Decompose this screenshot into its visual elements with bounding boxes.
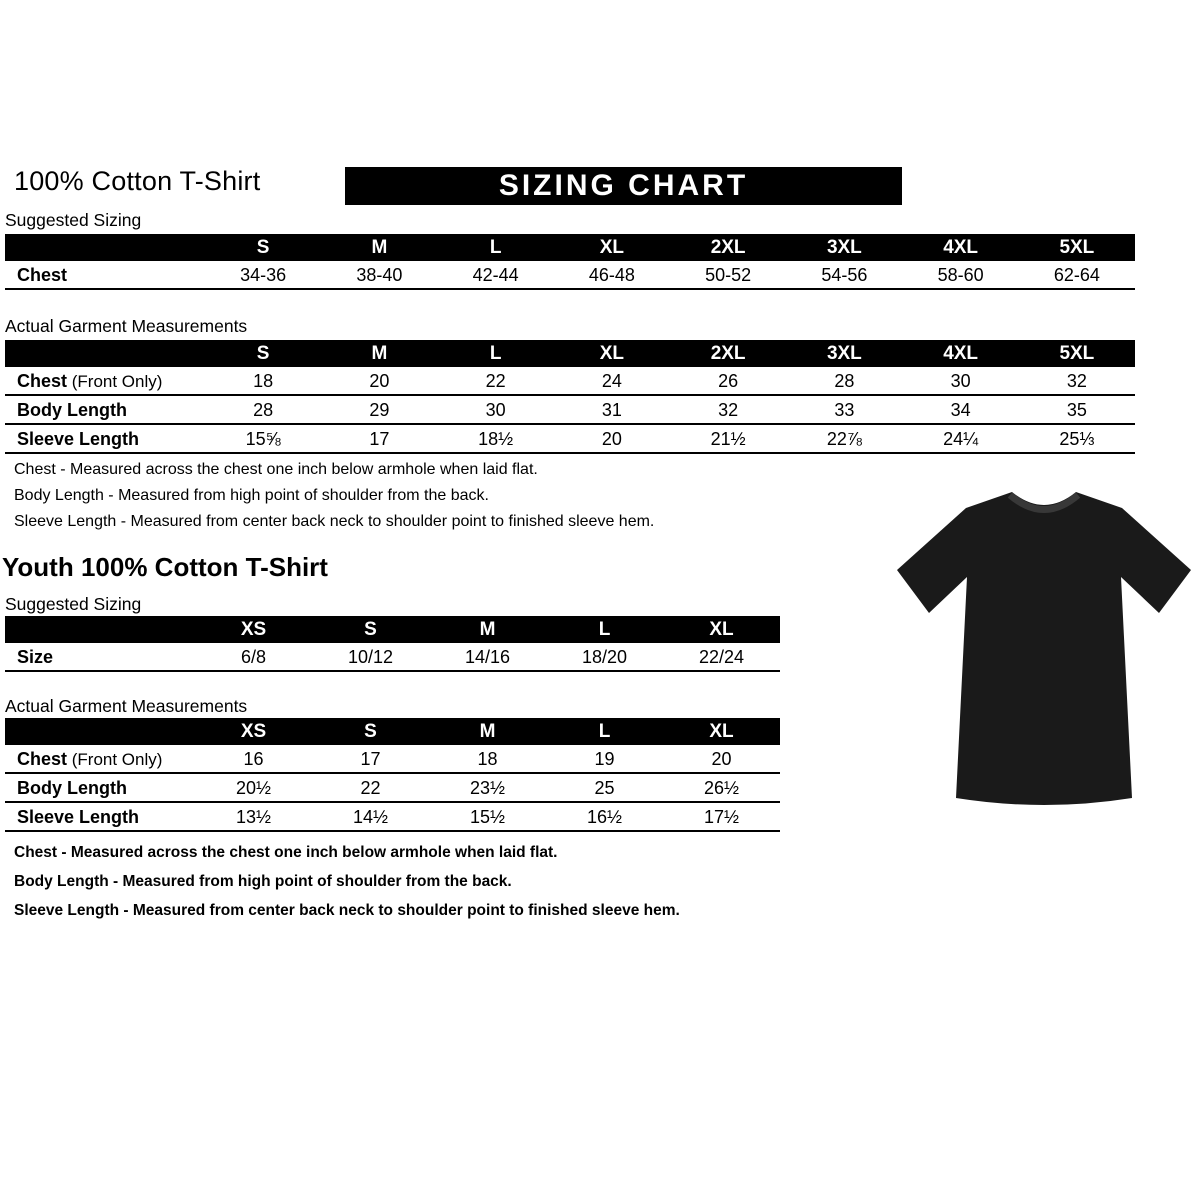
measurement-value-cell: 24¼ bbox=[903, 425, 1019, 454]
size-header-cell: L bbox=[438, 340, 554, 367]
measurement-value-cell: 18/20 bbox=[546, 643, 663, 672]
size-header-cell: XL bbox=[663, 616, 780, 643]
measurement-value-cell: 33 bbox=[786, 396, 902, 425]
measurement-value-cell: 6/8 bbox=[195, 643, 312, 672]
adult-suggested-sizing-table bbox=[5, 234, 1135, 290]
measurement-value-cell: 16 bbox=[195, 745, 312, 774]
size-header-cell: L bbox=[546, 616, 663, 643]
size-header-cell: L bbox=[546, 718, 663, 745]
tshirt-graphic bbox=[895, 474, 1193, 812]
measurement-value-cell: 13½ bbox=[195, 803, 312, 832]
measurement-value-cell: 18 bbox=[205, 367, 321, 396]
youth-suggested-sizing-table bbox=[5, 616, 780, 672]
measurement-value-cell: 34-36 bbox=[205, 261, 321, 290]
size-header-cell: L bbox=[438, 234, 554, 261]
size-header-cell: 3XL bbox=[786, 234, 902, 261]
measurement-value-cell: 19 bbox=[546, 745, 663, 774]
tshirt-image bbox=[895, 474, 1193, 812]
header-label-cell bbox=[5, 616, 195, 643]
size-header-cell: 3XL bbox=[786, 340, 902, 367]
youth-actual-measurements-label: Actual Garment Measurements bbox=[5, 696, 248, 716]
measurement-value-cell: 38-40 bbox=[321, 261, 437, 290]
youth-suggested-sizing-label: Suggested Sizing bbox=[5, 594, 142, 614]
size-header-cell: S bbox=[205, 340, 321, 367]
header-label-cell bbox=[5, 234, 205, 261]
measurement-value-cell: 14/16 bbox=[429, 643, 546, 672]
note-line: Chest - Measured across the chest one inch below armhole when laid flat. bbox=[14, 844, 558, 861]
note-line: Sleeve Length - Measured from center back neck to shoulder point to finished sleeve hem. bbox=[14, 902, 680, 919]
tshirt-body-shape bbox=[897, 492, 1191, 805]
youth-section-title: Youth 100% Cotton T-Shirt bbox=[2, 552, 328, 582]
measurement-value-cell: 25 bbox=[546, 774, 663, 803]
measurement-value-cell: 15⅝ bbox=[205, 425, 321, 454]
measurement-value-cell: 58-60 bbox=[903, 261, 1019, 290]
header-label-cell bbox=[5, 340, 205, 367]
measurement-value-cell: 20 bbox=[663, 745, 780, 774]
page-title: 100% Cotton T-Shirt bbox=[14, 166, 261, 196]
size-header-cell: 5XL bbox=[1019, 234, 1135, 261]
measurement-value-cell: 29 bbox=[321, 396, 437, 425]
row-label: Size bbox=[5, 643, 195, 672]
adult-measurement-notes bbox=[14, 462, 654, 540]
measurement-value-cell: 42-44 bbox=[438, 261, 554, 290]
size-header-cell: 2XL bbox=[670, 234, 786, 261]
row-label: Chest (Front Only) bbox=[5, 367, 205, 396]
measurement-value-cell: 31 bbox=[554, 396, 670, 425]
adult-actual-measurements-label: Actual Garment Measurements bbox=[5, 316, 248, 336]
measurement-value-cell: 26½ bbox=[663, 774, 780, 803]
measurement-value-cell: 30 bbox=[903, 367, 1019, 396]
size-header-cell: M bbox=[429, 718, 546, 745]
youth-actual-measurements-table bbox=[5, 718, 780, 832]
measurement-value-cell: 32 bbox=[1019, 367, 1135, 396]
size-header-cell: 4XL bbox=[903, 234, 1019, 261]
size-header-cell: XS bbox=[195, 718, 312, 745]
measurement-value-cell: 32 bbox=[670, 396, 786, 425]
row-label: Chest bbox=[5, 261, 205, 290]
size-header-cell: M bbox=[429, 616, 546, 643]
measurement-value-cell: 16½ bbox=[546, 803, 663, 832]
measurement-value-cell: 34 bbox=[903, 396, 1019, 425]
size-header-cell: S bbox=[312, 616, 429, 643]
note-line: Chest - Measured across the chest one inch below armhole when laid flat. bbox=[14, 461, 538, 478]
size-header-cell: 5XL bbox=[1019, 340, 1135, 367]
measurement-value-cell: 35 bbox=[1019, 396, 1135, 425]
measurement-value-cell: 18½ bbox=[438, 425, 554, 454]
note-line: Body Length - Measured from high point of shoulder from the back. bbox=[14, 487, 489, 504]
row-label: Body Length bbox=[5, 396, 205, 425]
size-header-cell: XL bbox=[554, 340, 670, 367]
row-label: Sleeve Length bbox=[5, 425, 205, 454]
header-label-cell bbox=[5, 718, 195, 745]
measurement-value-cell: 24 bbox=[554, 367, 670, 396]
measurement-value-cell: 46-48 bbox=[554, 261, 670, 290]
note-line: Sleeve Length - Measured from center back neck to shoulder point to finished sleeve hem. bbox=[14, 513, 655, 530]
measurement-value-cell: 17½ bbox=[663, 803, 780, 832]
measurement-value-cell: 50-52 bbox=[670, 261, 786, 290]
size-header-cell: S bbox=[205, 234, 321, 261]
measurement-value-cell: 22/24 bbox=[663, 643, 780, 672]
size-header-cell: 4XL bbox=[903, 340, 1019, 367]
sizing-chart-banner: SIZING CHART bbox=[345, 167, 902, 205]
measurement-value-cell: 21½ bbox=[670, 425, 786, 454]
size-header-cell: 2XL bbox=[670, 340, 786, 367]
note-line: Body Length - Measured from high point of shoulder from the back. bbox=[14, 873, 512, 890]
measurement-value-cell: 20 bbox=[554, 425, 670, 454]
measurement-value-cell: 22 bbox=[312, 774, 429, 803]
row-label: Body Length bbox=[5, 774, 195, 803]
youth-measurement-notes bbox=[14, 845, 680, 932]
size-header-cell: XL bbox=[663, 718, 780, 745]
row-label: Sleeve Length bbox=[5, 803, 195, 832]
adult-actual-measurements-table bbox=[5, 340, 1135, 454]
measurement-value-cell: 10/12 bbox=[312, 643, 429, 672]
measurement-value-cell: 20½ bbox=[195, 774, 312, 803]
measurement-value-cell: 25⅓ bbox=[1019, 425, 1135, 454]
measurement-value-cell: 14½ bbox=[312, 803, 429, 832]
measurement-value-cell: 28 bbox=[786, 367, 902, 396]
measurement-value-cell: 28 bbox=[205, 396, 321, 425]
size-header-cell: M bbox=[321, 234, 437, 261]
measurement-value-cell: 26 bbox=[670, 367, 786, 396]
measurement-value-cell: 17 bbox=[312, 745, 429, 774]
measurement-value-cell: 62-64 bbox=[1019, 261, 1135, 290]
measurement-value-cell: 17 bbox=[321, 425, 437, 454]
measurement-value-cell: 15½ bbox=[429, 803, 546, 832]
measurement-value-cell: 54-56 bbox=[786, 261, 902, 290]
measurement-value-cell: 20 bbox=[321, 367, 437, 396]
adult-suggested-sizing-label: Suggested Sizing bbox=[5, 210, 142, 230]
size-header-cell: S bbox=[312, 718, 429, 745]
measurement-value-cell: 22⅞ bbox=[786, 425, 902, 454]
size-header-cell: XS bbox=[195, 616, 312, 643]
measurement-value-cell: 22 bbox=[438, 367, 554, 396]
size-header-cell: XL bbox=[554, 234, 670, 261]
measurement-value-cell: 23½ bbox=[429, 774, 546, 803]
measurement-value-cell: 18 bbox=[429, 745, 546, 774]
row-label: Chest (Front Only) bbox=[5, 745, 195, 774]
measurement-value-cell: 30 bbox=[438, 396, 554, 425]
size-header-cell: M bbox=[321, 340, 437, 367]
